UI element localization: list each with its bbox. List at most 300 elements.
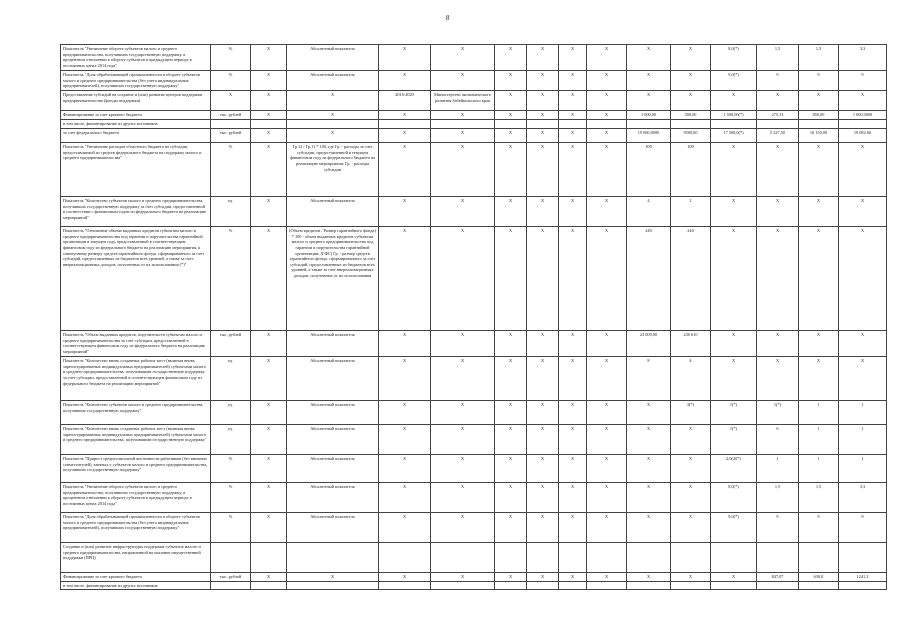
table-cell: Абсолютный показатель xyxy=(287,483,379,513)
table-cell: Абсолютный показатель xyxy=(287,513,379,543)
table-cell: X xyxy=(251,129,287,143)
table-cell: X xyxy=(839,197,887,227)
table-cell: X xyxy=(559,331,587,357)
table-cell: 1 000,0000 xyxy=(839,111,887,120)
table-cell: X xyxy=(379,45,431,71)
table-cell: Показатель "Количество субъектов малого и среднего предпринимательства, получивших государственную поддержку за счет субсидии, предоставленной в соответствии с финансовым годом из федерального бюджета на реализацию мероприятий" xyxy=(61,197,211,227)
table-cell: 23 000,00 xyxy=(627,331,671,357)
table-cell xyxy=(527,581,559,590)
table-cell: X xyxy=(587,401,627,425)
table-cell: X xyxy=(839,331,887,357)
table-cell: X xyxy=(379,425,431,455)
table-cell: X xyxy=(379,357,431,401)
table-cell: X xyxy=(559,573,587,582)
table-cell: X xyxy=(379,129,431,143)
table-cell: 847,07 xyxy=(757,573,799,582)
table-row xyxy=(61,455,887,483)
table-row xyxy=(61,543,887,573)
table-cell: 4 xyxy=(671,357,711,401)
table-cell: X xyxy=(431,331,495,357)
table-cell: Показатель "Количество вновь созданных рабочих мест (включая вновь зарегистрированных индивидуальных предпринимателей) субъектами малого и среднего предпринимательства, получившими государственную поддержку за счет субсидии, предоставленной в соответствующем финансовом году из федерального бюджета на реализацию мероприятий" xyxy=(61,357,211,401)
table-row xyxy=(61,197,887,227)
table-cell: X xyxy=(495,91,527,111)
table-cell: X xyxy=(587,91,627,111)
table-cell: Показатель "Объем выданных кредитов, поручительств субъектам малого и среднего предпринимательства за счет субсидии, предоставленной в соответствующем финансовом году из федерального бюджета на реализацию мероприятий" xyxy=(61,331,211,357)
table-cell: 9 xyxy=(799,71,839,91)
table-cell: 240 xyxy=(671,227,711,331)
table-cell: X xyxy=(587,129,627,143)
table-cell: X xyxy=(671,513,711,543)
table-cell: X xyxy=(379,227,431,331)
table-cell: 1 xyxy=(839,455,887,483)
table-cell: X xyxy=(627,513,671,543)
table-cell: Показатель "Увеличение оборота субъектов малого и среднего предпринимательства, получивших государственную поддержку, в процентном отношении к обороту субъектов в предыдущем периоде в постоянных ценах 2014 года" xyxy=(61,45,211,71)
table-cell: 17 500,0(*) xyxy=(711,129,757,143)
table-cell: X xyxy=(495,483,527,513)
table-cell: в том числе, финансирование из других источников xyxy=(61,120,211,129)
table-cell xyxy=(559,120,587,129)
table-cell: 6 xyxy=(757,425,799,455)
table-cell xyxy=(527,120,559,129)
table-cell: X xyxy=(495,111,527,120)
table-cell: X xyxy=(431,483,495,513)
table-cell: % xyxy=(211,455,251,483)
table-row xyxy=(61,357,887,401)
table-cell: X xyxy=(251,71,287,91)
table-cell: X xyxy=(251,197,287,227)
table-cell xyxy=(839,581,887,590)
table-cell xyxy=(671,120,711,129)
table-cell: X xyxy=(431,401,495,425)
table-cell: X xyxy=(559,45,587,71)
table-cell: Абсолютный показатель xyxy=(287,71,379,91)
table-row xyxy=(61,129,887,143)
table-cell: 3,3 xyxy=(839,483,887,513)
table-cell: X xyxy=(627,45,671,71)
table-cell: X xyxy=(711,357,757,401)
table-cell: X xyxy=(559,197,587,227)
table-cell: X xyxy=(251,357,287,401)
table-cell: X xyxy=(559,401,587,425)
table-cell: X xyxy=(799,357,839,401)
table-cell: X xyxy=(711,91,757,111)
table-cell xyxy=(431,581,495,590)
table-cell: X xyxy=(379,401,431,425)
table-cell: X xyxy=(379,197,431,227)
table-cell xyxy=(587,120,627,129)
table-cell: X xyxy=(587,425,627,455)
table-cell: X xyxy=(559,91,587,111)
table-cell: X xyxy=(527,45,559,71)
table-cell: за счет федерального бюджета xyxy=(61,129,211,143)
table-cell: X xyxy=(671,483,711,513)
table-cell: X xyxy=(587,513,627,543)
table-cell: X xyxy=(587,331,627,357)
table-cell: Абсолютный показатель xyxy=(287,45,379,71)
table-cell: Показатель "Доля обрабатывающей промышленности в обороте субъектов малого и среднего предпринимательства (без учета индивидуальных предпринимателей), получивших государственную поддержку" xyxy=(61,513,211,543)
table-cell xyxy=(251,120,287,129)
table-cell xyxy=(211,581,251,590)
table-cell: X xyxy=(711,227,757,331)
table-cell: X xyxy=(251,45,287,71)
program-indicators-table xyxy=(60,44,887,590)
table-cell: X xyxy=(839,227,887,331)
table-cell: X xyxy=(799,331,839,357)
table-row xyxy=(61,331,887,357)
table-cell: 1(*) xyxy=(711,425,757,455)
table-cell: X xyxy=(379,513,431,543)
table-row xyxy=(61,401,887,425)
table-cell: 1241,3 xyxy=(839,573,887,582)
table-cell: X xyxy=(559,425,587,455)
table-cell: X xyxy=(431,129,495,143)
table-cell xyxy=(211,120,251,129)
table-cell xyxy=(251,543,287,573)
table-cell: X xyxy=(799,227,839,331)
table-cell: % xyxy=(211,513,251,543)
table-cell: X xyxy=(757,197,799,227)
table-cell: тыс. рублей xyxy=(211,129,251,143)
table-cell: Абсолютный показатель xyxy=(287,331,379,357)
table-cell: 8 xyxy=(627,357,671,401)
table-cell xyxy=(711,120,757,129)
table-row xyxy=(61,581,887,590)
table-cell: % xyxy=(211,45,251,71)
table-cell: X xyxy=(527,71,559,91)
table-cell: X xyxy=(527,357,559,401)
table-cell xyxy=(495,543,527,573)
table-cell: 1 xyxy=(799,425,839,455)
table-cell: 2,0(20*) xyxy=(711,455,757,483)
table-cell: X xyxy=(251,483,287,513)
table-cell: X xyxy=(711,331,757,357)
table-cell: X xyxy=(559,227,587,331)
table-cell: тыс. рублей xyxy=(211,573,251,582)
table-cell: 16 150,00 xyxy=(799,129,839,143)
table-cell: Абсолютный показатель xyxy=(287,455,379,483)
table-cell xyxy=(711,543,757,573)
table-cell: 8,0(*) xyxy=(711,45,757,71)
table-cell: X xyxy=(799,197,839,227)
table-cell: X xyxy=(627,91,671,111)
table-cell: 1 xyxy=(757,455,799,483)
table-cell: Министерство экономического развития Забайкальского края xyxy=(431,91,495,111)
table-cell: X xyxy=(495,197,527,227)
table-cell xyxy=(799,581,839,590)
table-cell: X xyxy=(587,143,627,197)
table-cell: X xyxy=(251,573,287,582)
table-cell: 1 500,00(*) xyxy=(711,111,757,120)
table-cell: X xyxy=(431,357,495,401)
table-cell: 19 082,60 xyxy=(839,129,887,143)
table-cell: X xyxy=(495,573,527,582)
table-cell: ед. xyxy=(211,197,251,227)
table-cell: X xyxy=(587,111,627,120)
table-cell: X xyxy=(587,227,627,331)
table-cell: X xyxy=(559,483,587,513)
table-cell: 1,5 xyxy=(757,45,799,71)
table-cell: X xyxy=(587,357,627,401)
table-cell: X xyxy=(671,425,711,455)
table-cell xyxy=(559,543,587,573)
table-cell: X xyxy=(287,91,379,111)
table-cell: Финансирование за счет краевого бюджета xyxy=(61,111,211,120)
table-cell: X xyxy=(627,455,671,483)
table-cell: X xyxy=(495,129,527,143)
table-cell: 1 xyxy=(839,401,887,425)
table-cell: % xyxy=(211,71,251,91)
table-cell: X xyxy=(627,401,671,425)
table-cell: X xyxy=(671,71,711,91)
table-cell: X xyxy=(587,483,627,513)
table-cell: Показатель "Доля обрабатывающей промышленности в обороте субъектов малого и среднего предпринимательства (без учета индивидуальных предпринимателей), получивших государственную поддержку" xyxy=(61,71,211,91)
table-cell: 1,5 xyxy=(799,45,839,71)
table-cell: X xyxy=(757,357,799,401)
table-cell: X xyxy=(251,513,287,543)
table-cell: X xyxy=(711,143,757,197)
table-cell: X xyxy=(711,573,757,582)
table-cell: 1(*) xyxy=(757,401,799,425)
table-body xyxy=(61,45,887,590)
table-cell xyxy=(711,581,757,590)
table-cell: 1 xyxy=(839,425,887,455)
table-cell: X xyxy=(559,111,587,120)
table-cell: X xyxy=(757,331,799,357)
table-cell: X xyxy=(559,357,587,401)
table-cell: X xyxy=(287,573,379,582)
table-cell: X xyxy=(287,129,379,143)
table-cell: 1 000,00 xyxy=(627,111,671,120)
table-cell xyxy=(799,120,839,129)
table-row xyxy=(61,120,887,129)
table-cell: 1 xyxy=(799,401,839,425)
table-cell xyxy=(839,543,887,573)
table-cell: 9,0(*) xyxy=(711,71,757,91)
table-cell: X xyxy=(495,513,527,543)
table-cell: 5 227,50 xyxy=(757,129,799,143)
table-cell: 275,13 xyxy=(757,111,799,120)
table-cell xyxy=(211,543,251,573)
table-cell: X xyxy=(839,91,887,111)
table-cell: Создание и (или) развитие инфраструктуры поддержки субъектов малого и среднего предпринимательства, направленной на оказание имущественной поддержки (ПРЦ) xyxy=(61,543,211,573)
table-cell: X xyxy=(379,573,431,582)
table-cell: X xyxy=(839,143,887,197)
table-cell: X xyxy=(627,483,671,513)
table-cell: 850,00 xyxy=(799,111,839,120)
table-cell: X xyxy=(495,71,527,91)
table-cell: X xyxy=(627,425,671,455)
table-cell: X xyxy=(431,143,495,197)
table-cell: Показатель "Количество субъектов малого и среднего предпринимательства, получивших государственную поддержку" xyxy=(61,401,211,425)
table-cell: % xyxy=(211,227,251,331)
table-cell: X xyxy=(799,91,839,111)
table-cell: 9 xyxy=(839,71,887,91)
table-cell: X xyxy=(527,573,559,582)
table-cell: X xyxy=(559,455,587,483)
table-cell xyxy=(757,120,799,129)
table-cell: X xyxy=(587,71,627,91)
table-cell: 100 xyxy=(671,143,711,197)
table-cell: 1(*) xyxy=(711,401,757,425)
table-cell: 1,5 xyxy=(799,483,839,513)
table-cell: в том числе, финансирование из других источников xyxy=(61,581,211,590)
table-cell: X xyxy=(627,71,671,91)
table-cell: X xyxy=(559,143,587,197)
table-cell: X xyxy=(379,71,431,91)
table-cell: X xyxy=(431,111,495,120)
page-number: 8 xyxy=(446,14,450,22)
table-row xyxy=(61,45,887,71)
table-cell: X xyxy=(757,143,799,197)
table-cell: X xyxy=(527,425,559,455)
table-cell: X xyxy=(495,331,527,357)
table-cell: X xyxy=(527,513,559,543)
table-cell: % xyxy=(211,143,251,197)
table-cell: Показатель "Отношение объема выданных кредитов субъектам малого и среднего предпринимательства под гарантии и поручительства гарантийной организации в текущем году, предоставленной в соответствующем финансовом году из федерального бюджета на реализацию мероприятия, к совокупному размеру средств гарантийного фонда, сформированного за счет субсидий, предоставленных из бюджетов всех уровней, а также за счет внереализационных доходов, полученных от их использования (*)" xyxy=(61,227,211,331)
table-cell: ед. xyxy=(211,357,251,401)
table-cell: X xyxy=(527,455,559,483)
table-cell: X xyxy=(431,425,495,455)
table-cell: Показатель "Прирост среднесписочной численности работников (без внешних совместителей), занятых у субъектов малого и среднего предпринимательства, получивших государственную поддержку" xyxy=(61,455,211,483)
table-cell xyxy=(495,120,527,129)
table-cell: 3,3 xyxy=(839,45,887,71)
table-cell: 9500,00 xyxy=(671,129,711,143)
table-cell: % xyxy=(211,483,251,513)
table-cell: 9 xyxy=(799,513,839,543)
table-cell: 9 xyxy=(757,513,799,543)
table-cell: X xyxy=(287,111,379,120)
table-cell: Показатель "Количество вновь созданных рабочих мест (включая вновь зарегистрированных индивидуальных предпринимателей) субъектами малого и среднего предпринимательства, получившими государственную поддержку" xyxy=(61,425,211,455)
table-cell xyxy=(251,581,287,590)
table-cell: X xyxy=(495,401,527,425)
table-row xyxy=(61,111,887,120)
table-cell: тыс. рублей xyxy=(211,331,251,357)
table-cell: X xyxy=(527,91,559,111)
table-cell: Показатель "Увеличение оборота субъектов малого и среднего предпринимательства, получивших государственную поддержку, в процентном отношении к обороту субъектов в предыдущем периоде в постоянных ценах 2014 года" xyxy=(61,483,211,513)
table-cell: Предоставление субсидий на создание и (или) развитие центров поддержки предпринимательства (фонды поддержки) xyxy=(61,91,211,111)
table-cell: 9 xyxy=(757,71,799,91)
table-cell: 9,0(*) xyxy=(711,513,757,543)
table-cell: X xyxy=(527,227,559,331)
table-cell: 1,5 xyxy=(757,483,799,513)
table-cell xyxy=(587,581,627,590)
table-cell: X xyxy=(587,45,627,71)
table-cell: 500,00 xyxy=(671,111,711,120)
table-cell: X xyxy=(587,455,627,483)
table-cell: Абсолютный показатель xyxy=(287,197,379,227)
table-cell: X xyxy=(495,143,527,197)
table-cell: X xyxy=(431,45,495,71)
table-cell: X xyxy=(431,513,495,543)
table-cell: Гр.12 / Гр.11 * 100, где Гр. - расходы за счет субсидии, предоставленной в текущем финансовом году из федерального бюджета на реализацию мероприятия; Гр. - расходы субсидии xyxy=(287,143,379,197)
table-cell: X xyxy=(587,573,627,582)
table-cell: X xyxy=(251,455,287,483)
table-row xyxy=(61,91,887,111)
table-cell: X xyxy=(527,111,559,120)
table-cell: 9 xyxy=(839,513,887,543)
table-cell xyxy=(671,581,711,590)
table-row xyxy=(61,227,887,331)
table-cell: X xyxy=(527,331,559,357)
table-cell: X xyxy=(379,143,431,197)
table-cell: 230 610 xyxy=(671,331,711,357)
table-cell xyxy=(495,581,527,590)
table-cell: Абсолютный показатель xyxy=(287,425,379,455)
table-cell: X xyxy=(671,455,711,483)
table-cell: (Объем кредитов / Размер гарантийного фонда) * 100 - объем выданных кредитов субъектам малого и среднего предпринимательства под гарантии и поручительства гарантийной организации; (ГФС) Гр. - размер средств гарантийного фонда, сформированного за счет субсидий, предоставленных из бюджетов всех уровней, а также за счет внереализационных доходов, полученных от их использования xyxy=(287,227,379,331)
table-cell: X xyxy=(251,227,287,331)
table-cell: X xyxy=(587,197,627,227)
table-cell: X xyxy=(527,197,559,227)
table-cell: X xyxy=(495,425,527,455)
table-cell: тыс. рублей xyxy=(211,111,251,120)
table-cell: X xyxy=(431,227,495,331)
table-cell: X xyxy=(627,573,671,582)
table-cell: X xyxy=(431,197,495,227)
table-cell: X xyxy=(379,331,431,357)
table-row xyxy=(61,71,887,91)
table-cell xyxy=(431,543,495,573)
table-cell: X xyxy=(379,455,431,483)
table-cell: X xyxy=(671,45,711,71)
table-cell: X xyxy=(559,71,587,91)
table-cell: X xyxy=(527,129,559,143)
table-row xyxy=(61,143,887,197)
table-cell xyxy=(839,120,887,129)
table-cell: 100 xyxy=(627,143,671,197)
table-row xyxy=(61,483,887,513)
table-cell xyxy=(627,120,671,129)
table-cell xyxy=(587,543,627,573)
table-cell: X xyxy=(757,227,799,331)
table-cell: 3(*) xyxy=(671,401,711,425)
table-cell xyxy=(671,543,711,573)
table-cell: ед. xyxy=(211,425,251,455)
table-cell xyxy=(527,543,559,573)
table-cell: Финансирование за счет краевого бюджета xyxy=(61,573,211,582)
table-cell: X xyxy=(559,129,587,143)
table-cell: 2 xyxy=(671,197,711,227)
table-cell: X xyxy=(211,91,251,111)
table-cell xyxy=(379,120,431,129)
table-cell xyxy=(627,581,671,590)
table-cell: ед. xyxy=(211,401,251,425)
table-row xyxy=(61,513,887,543)
table-cell: X xyxy=(527,483,559,513)
table-cell: X xyxy=(431,573,495,582)
table-cell: 19 000,0000 xyxy=(627,129,671,143)
table-cell: X xyxy=(495,357,527,401)
table-cell: X xyxy=(671,573,711,582)
table-row xyxy=(61,425,887,455)
table-cell: X xyxy=(431,71,495,91)
table-cell: 8,0(*) xyxy=(711,483,757,513)
table-cell xyxy=(757,543,799,573)
table-cell: X xyxy=(251,143,287,197)
table-cell: X xyxy=(251,91,287,111)
table-cell: X xyxy=(711,197,757,227)
table-cell xyxy=(627,543,671,573)
table-row xyxy=(61,573,887,582)
table-cell: X xyxy=(495,227,527,331)
table-cell: 2016-2020 xyxy=(379,91,431,111)
table-cell: X xyxy=(251,425,287,455)
table-cell: X xyxy=(251,401,287,425)
table-cell xyxy=(379,543,431,573)
table-cell: 1 xyxy=(799,455,839,483)
table-cell: X xyxy=(527,143,559,197)
table-cell xyxy=(287,120,379,129)
